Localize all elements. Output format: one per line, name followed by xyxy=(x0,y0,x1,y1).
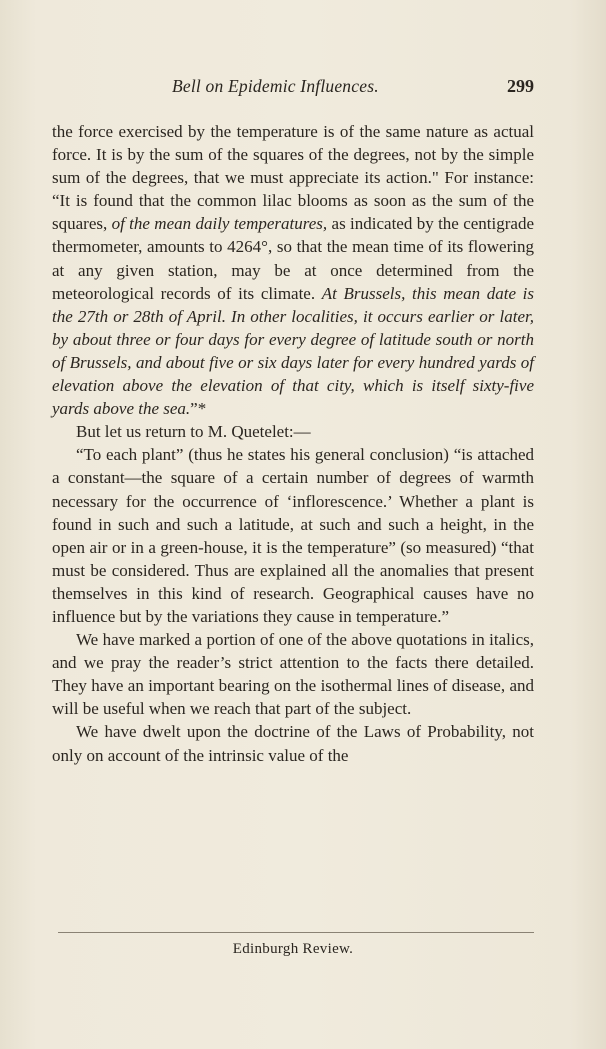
paragraph-text: the force exercised by the temperature is of the same nature as actual force. It is by the sum of the squares of the degrees, not by the simple sum of the degrees, that we must appreciate its action." For instance: “It is found that the common lilac blooms as soon as the sum of the squares, xyxy=(52,122,534,234)
page-header xyxy=(52,76,534,100)
page-number: 299 xyxy=(507,76,534,96)
footnote: Edinburgh Review. xyxy=(232,941,354,957)
paragraph: We have dwelt upon the doctrine of the Laws of Probability, not only on account of the intrinsic value of the xyxy=(52,722,534,765)
paragraph: “To each plant” (thus he states his general conclusion) “is attached a constant—the square of a certain number of degrees of warmth necessary for the occurrence of ‘inflorescence.’ Whether a plant is found in such and such a latitude, at such and such a height, in the open air or in a green-house, it is the temperature” (so measured) “that must be considered. Thus are explained all the anomalies that present themselves in this kind of research. Geographical causes have no influence but by the variations they cause in temperature.” xyxy=(52,445,534,626)
body-text xyxy=(52,120,534,767)
paragraph: But let us return to M. Quetelet:— xyxy=(76,422,311,442)
footnote-marker: ”* xyxy=(190,399,207,419)
paragraph-continued xyxy=(52,120,534,420)
running-title: Bell on Epidemic Influences. xyxy=(172,76,379,96)
italic-text: of the mean daily temperatures, xyxy=(111,214,328,234)
paragraph: We have marked a portion of one of the above quotations in italics, and we pray the reader’s strict attention to the facts there detailed. They have an important bearing on the isothermal lines of disease, and will be useful when we reach that part of the subject. xyxy=(52,630,534,719)
paragraph-text: as indicated by the centigrade thermometer, amounts to 4264°, so that the mean time of its flowering at any given station, may be at once determined from the meteorological records of its climate. xyxy=(52,214,534,303)
footnote-divider xyxy=(58,932,534,933)
italic-quotation: At Brussels, this mean date is the 27th or 28th of April. In other localities, it occurs earlier or later, by about three or four days for every degree of latitude south or north of Brussels, and about five or six days later for every hundred yards of elevation above the elevation of that city, which is itself sixty-five yards above the sea. xyxy=(52,283,534,419)
